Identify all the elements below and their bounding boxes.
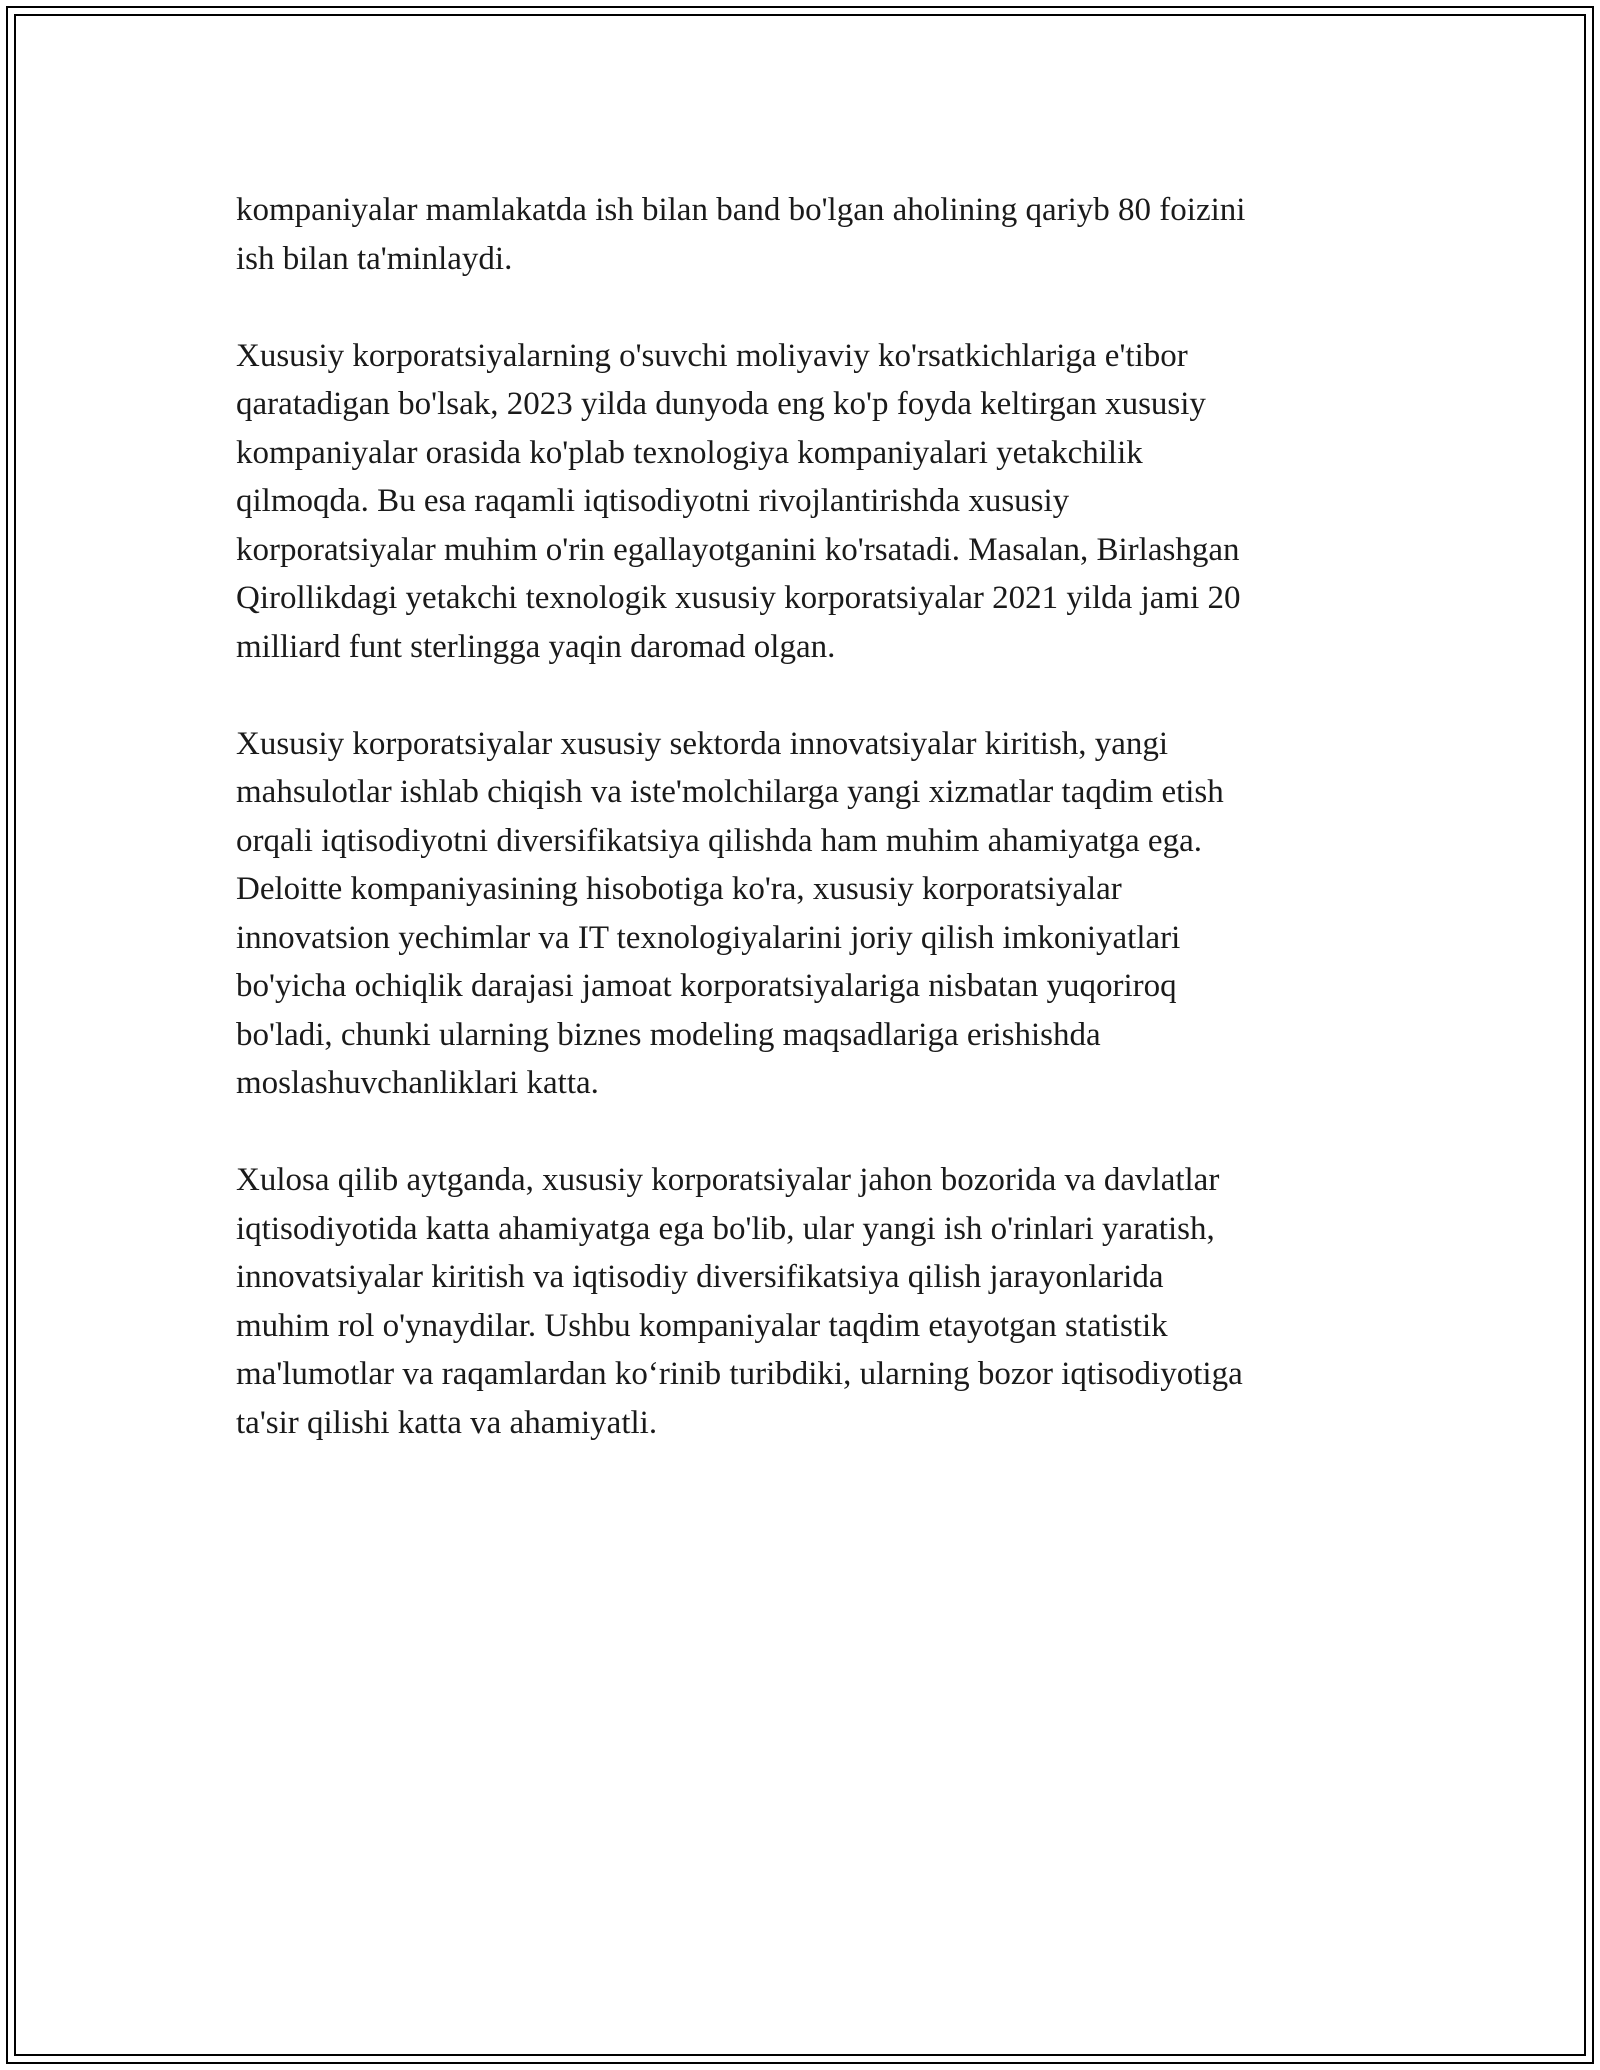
document-body (236, 186, 1376, 1496)
paragraph-financial-indicators: Xususiy korporatsiyalarning o'suvchi moliyaviy ko'rsatkichlariga e'tibor qaratadigan bo'lsak, 2023 yilda dunyoda eng ko'p foyda keltirgan xususiy kompaniyalar orasida ko'plab texnologiya kompaniyalari yetakchilik qilmoqda. Bu esa raqamli iqtisodiyotni rivojlantirishda xususiy korporatsiyalar muhim o'rin egallayotganini ko'rsatadi. Masalan, Birlashgan Qirollikdagi yetakchi texnologik xususiy korporatsiyalar 2021 yilda jami 20 milliard funt sterlingga yaqin daromad olgan. (236, 337, 1241, 665)
paragraph-conclusion: Xulosa qilib aytganda, xususiy korporatsiyalar jahon bozorida va davlatlar iqtisodiyotida katta ahamiyatga ega bo'lib, ular yangi ish o'rinlari yaratish, innovatsiyalar kiritish va iqtisodiy diversifikatsiya qilish jarayonlarida muhim rol o'ynaydilar. Ushbu kompaniyalar taqdim etayotgan statistik ma'lumotlar va raqamlardan ko‘rinib turibdiki, ularning bozor iqtisodiyotiga ta'sir qilishi katta va ahamiyatli. (236, 1162, 1243, 1441)
paragraph-continuation: kompaniyalar mamlakatda ish bilan band bo'lgan aholining qariyb 80 foizini ish bilan ta'minlaydi. (236, 192, 1246, 277)
paragraph-innovation: Xususiy korporatsiyalar xususiy sektorda innovatsiyalar kiritish, yangi mahsulotlar ishlab chiqish va iste'molchilarga yangi xizmatlar taqdim etish orqali iqtisodiyotni diversifikatsiya qilishda ham muhim ahamiyatga ega. Deloitte kompaniyasining hisobotiga ko'ra, xususiy korporatsiyalar innovatsion yechimlar va IT texnologiyalarini joriy qilish imkoniyatlari bo'yicha ochiqlik darajasi jamoat korporatsiyalariga nisbatan yuqoriroq bo'ladi, chunki ularning biznes modeling maqsadlariga erishishda moslashuvchanliklari katta. (236, 725, 1224, 1101)
